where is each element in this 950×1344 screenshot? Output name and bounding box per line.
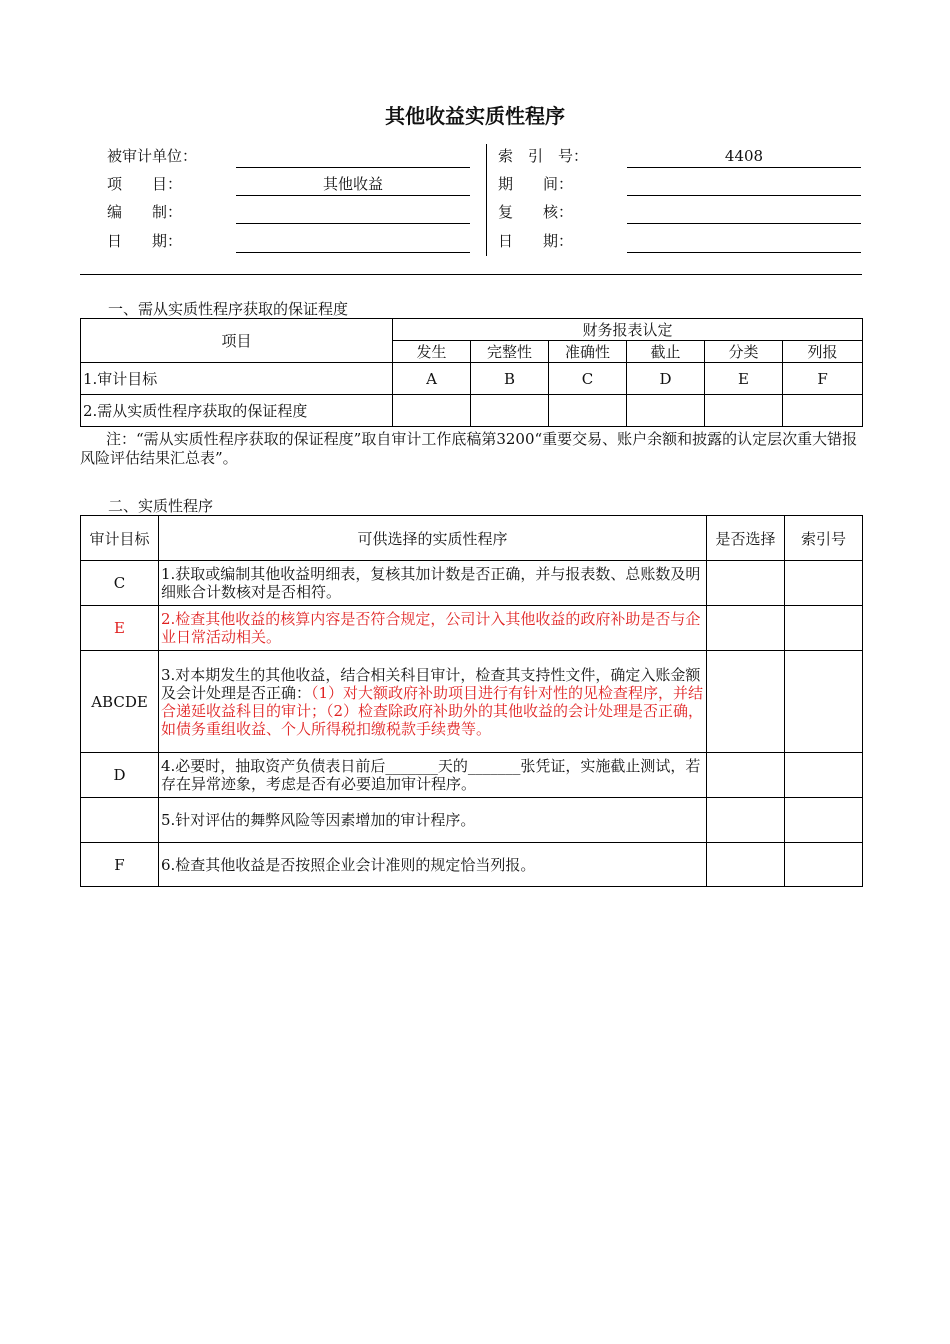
date-field-left[interactable] bbox=[236, 230, 470, 253]
objective-cell: C bbox=[549, 363, 627, 395]
assertion-group-header: 财务报表认定 bbox=[393, 319, 863, 341]
audit-target-cell: C bbox=[81, 561, 159, 606]
reviewer-field[interactable] bbox=[627, 201, 861, 224]
header-rule bbox=[80, 274, 862, 275]
section2-heading: 二、实质性程序 bbox=[108, 497, 214, 515]
project-field[interactable]: 其他收益 bbox=[236, 173, 470, 196]
audit-target-cell: F bbox=[81, 843, 159, 887]
table-row bbox=[81, 753, 863, 798]
row-label: 2.需从实质性程序获取的保证程度 bbox=[81, 395, 393, 427]
objective-cell: A bbox=[393, 363, 471, 395]
procedure-text: 1.获取或编制其他收益明细表，复核其加计数是否正确，并与报表数、总账数及明细账合计数核对是否相符。 bbox=[161, 565, 701, 601]
index-field[interactable]: 4408 bbox=[627, 145, 861, 168]
procedures-table bbox=[80, 515, 863, 887]
index-cell[interactable] bbox=[785, 753, 863, 798]
table-row bbox=[81, 651, 863, 753]
section1-heading: 一、需从实质性程序获取的保证程度 bbox=[108, 300, 349, 318]
selected-cell[interactable] bbox=[707, 843, 785, 887]
procedure-cell bbox=[159, 561, 707, 606]
procedure-cell bbox=[159, 651, 707, 753]
objective-cell: F bbox=[783, 363, 863, 395]
objective-cell: E bbox=[705, 363, 783, 395]
row-label: 1.审计目标 bbox=[81, 363, 393, 395]
procedure-text: 5.针对评估的舞弊风险等因素增加的审计程序。 bbox=[161, 811, 476, 829]
assertion-header: 列报 bbox=[783, 341, 863, 363]
assurance-cell[interactable] bbox=[705, 395, 783, 427]
header-label-date-left: 日 期： bbox=[107, 232, 183, 250]
procedure-cell bbox=[159, 843, 707, 887]
index-cell[interactable] bbox=[785, 606, 863, 651]
selected-cell[interactable] bbox=[707, 798, 785, 843]
procedure-cell bbox=[159, 753, 707, 798]
table-row bbox=[81, 798, 863, 843]
assertion-header: 准确性 bbox=[549, 341, 627, 363]
preparer-field[interactable] bbox=[236, 201, 470, 224]
header-label-auditee: 被审计单位： bbox=[107, 147, 198, 165]
index-cell[interactable] bbox=[785, 843, 863, 887]
table-row bbox=[81, 843, 863, 887]
procedure-text-red: 2.检查其他收益的核算内容是否符合规定，公司计入其他收益的政府补助是否与企业日常活动相关。 bbox=[161, 610, 701, 646]
table-row bbox=[81, 561, 863, 606]
header-divider bbox=[486, 144, 487, 256]
assertion-header: 完整性 bbox=[471, 341, 549, 363]
index-cell[interactable] bbox=[785, 651, 863, 753]
header-selected: 是否选择 bbox=[707, 516, 785, 561]
assurance-cell[interactable] bbox=[549, 395, 627, 427]
table-row bbox=[81, 606, 863, 651]
auditee-field[interactable] bbox=[236, 145, 470, 168]
header-target: 审计目标 bbox=[81, 516, 159, 561]
assertion-header: 分类 bbox=[705, 341, 783, 363]
assurance-cell[interactable] bbox=[471, 395, 549, 427]
header-procedure: 可供选择的实质性程序 bbox=[159, 516, 707, 561]
period-field[interactable] bbox=[627, 173, 861, 196]
assurance-cell[interactable] bbox=[627, 395, 705, 427]
assertion-header: 发生 bbox=[393, 341, 471, 363]
index-cell[interactable] bbox=[785, 798, 863, 843]
procedure-text: 4.必要时，抽取资产负债表日前后_______天的_______张凭证，实施截止测试，若存在异常迹象，考虑是否有必要追加审计程序。 bbox=[161, 757, 701, 793]
objective-cell: B bbox=[471, 363, 549, 395]
procedure-cell bbox=[159, 606, 707, 651]
page-title: 其他收益实质性程序 bbox=[385, 104, 565, 128]
date-field-right[interactable] bbox=[627, 230, 861, 253]
selected-cell[interactable] bbox=[707, 651, 785, 753]
table-row bbox=[81, 395, 863, 427]
header-label-date-right: 日 期： bbox=[498, 232, 574, 250]
header-label-period: 期 间： bbox=[498, 175, 574, 193]
assurance-table bbox=[80, 318, 863, 427]
procedure-text: 6.检查其他收益是否按照企业会计准则的规定恰当列报。 bbox=[161, 855, 536, 874]
audit-target-cell: D bbox=[81, 753, 159, 798]
header-label-reviewer: 复 核： bbox=[498, 203, 574, 221]
project-header: 项目 bbox=[81, 319, 393, 363]
assertion-header: 截止 bbox=[627, 341, 705, 363]
audit-target-cell: ABCDE bbox=[81, 651, 159, 753]
assurance-cell[interactable] bbox=[393, 395, 471, 427]
index-cell[interactable] bbox=[785, 561, 863, 606]
table-row bbox=[81, 363, 863, 395]
header-label-project: 项 目： bbox=[107, 175, 183, 193]
header-label-preparer: 编 制： bbox=[107, 203, 183, 221]
objective-cell: D bbox=[627, 363, 705, 395]
procedure-cell bbox=[159, 798, 707, 843]
section1-note: 注：“需从实质性程序获取的保证程度”取自审计工作底稿第3200“重要交易、账户余额和披露的认定层次重大错报风险评估结果汇总表”。 bbox=[80, 430, 858, 467]
selected-cell[interactable] bbox=[707, 753, 785, 798]
procedure-text-red: （1）对大额政府补助项目进行有针对性的见检查程序，并结合递延收益科目的审计；（2）检查除政府补助外的其他收益的会计处理是否正确，如债务重组收益、个人所得税扣缴税款手续费等。 bbox=[161, 683, 704, 738]
procedure-text: 3.对本期发生的其他收益，结合相关科目审计，检查其支持性文件，确定入账金额及会计处理是否正确： bbox=[161, 665, 701, 702]
audit-target-cell: E bbox=[81, 606, 159, 651]
header-index: 索引号 bbox=[785, 516, 863, 561]
selected-cell[interactable] bbox=[707, 606, 785, 651]
selected-cell[interactable] bbox=[707, 561, 785, 606]
assurance-cell[interactable] bbox=[783, 395, 863, 427]
header-label-index: 索 引 号： bbox=[498, 147, 589, 165]
audit-target-cell bbox=[81, 798, 159, 843]
